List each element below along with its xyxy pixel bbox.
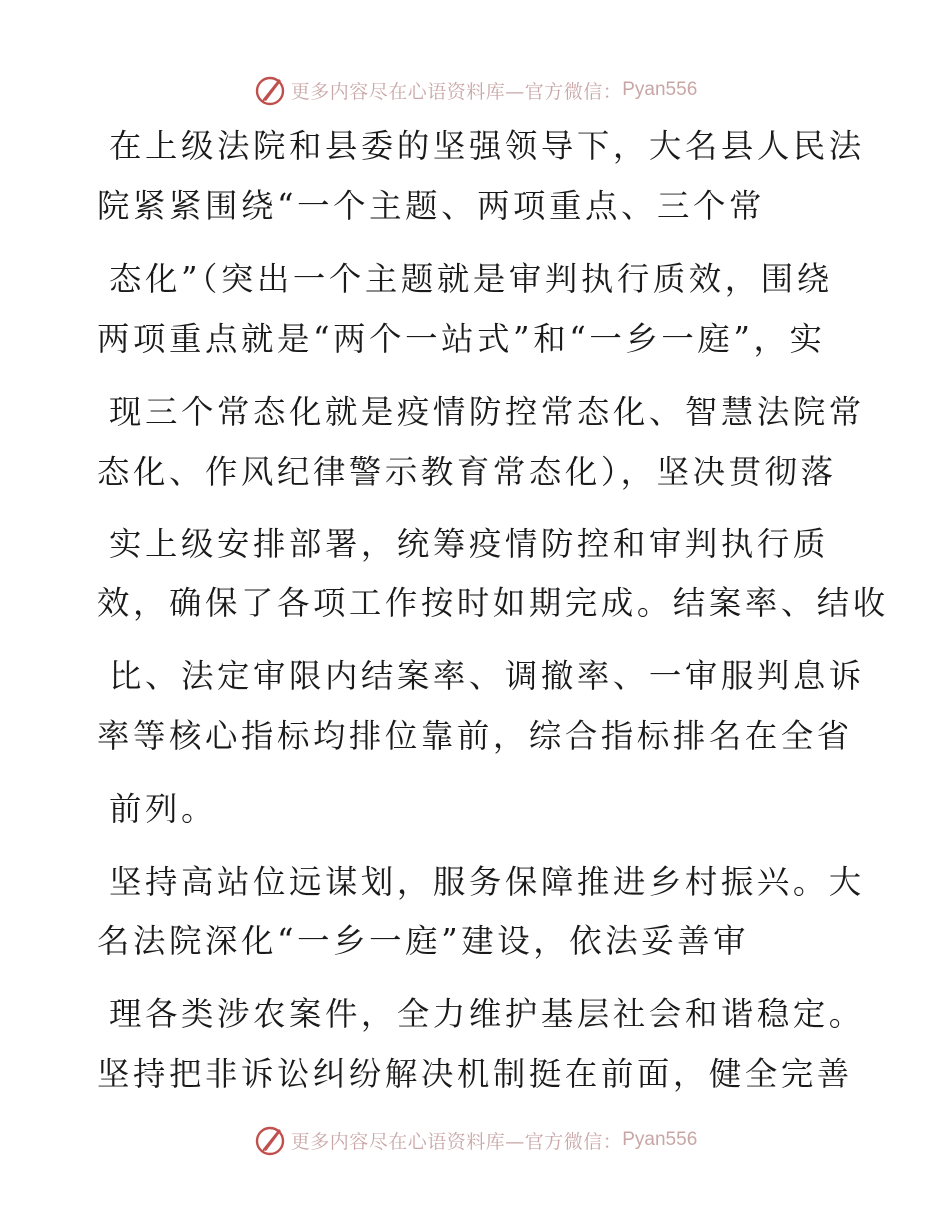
text-line: 名法院深化“一乡一庭”建设，依法妥善审 <box>97 922 750 960</box>
text-line: 坚持把非诉讼纠纷解决机制挺在前面，健全完善 <box>97 1055 853 1093</box>
text-line: 前列。 <box>109 790 217 828</box>
text-line: 态化”（突出一个主题就是审判执行质效，围绕 <box>109 260 833 298</box>
watermark-text: 更多内容尽在心语资料库—官方微信： <box>290 80 623 103</box>
text-line: 率等核心指标均排位靠前，综合指标排名在全省 <box>97 717 853 755</box>
watermark-account: Pyan556 <box>622 1129 698 1150</box>
text-line: 两项重点就是“两个一站式”和“一乡一庭”，实 <box>97 320 826 358</box>
text-line: 院紧紧围绕“一个主题、两项重点、三个常 <box>97 187 765 225</box>
watermark-account: Pyan556 <box>622 79 698 100</box>
text-line: 现三个常态化就是疫情防控常态化、智慧法院常 <box>109 393 865 431</box>
watermark-banner-bottom <box>0 1118 950 1162</box>
text-line: 理各类涉农案件，全力维护基层社会和谐稳定。 <box>109 995 865 1033</box>
text-line: 在上级法院和县委的坚强领导下，大名县人民法 <box>109 127 865 165</box>
watermark-text: 更多内容尽在心语资料库—官方微信： <box>290 1130 623 1153</box>
quill-pen-logo-icon <box>253 1123 287 1157</box>
text-line: 比、法定审限内结案率、调撤率、一审服判息诉 <box>109 657 865 695</box>
text-line: 坚持高站位远谋划，服务保障推进乡村振兴。大 <box>109 863 865 901</box>
watermark-group <box>253 1123 698 1157</box>
text-line: 实上级安排部署，统筹疫情防控和审判执行质 <box>109 525 829 563</box>
text-line: 效，确保了各项工作按时如期完成。结案率、结收 <box>97 584 889 622</box>
text-line: 态化、作风纪律警示教育常态化），坚决贯彻落 <box>97 453 837 491</box>
